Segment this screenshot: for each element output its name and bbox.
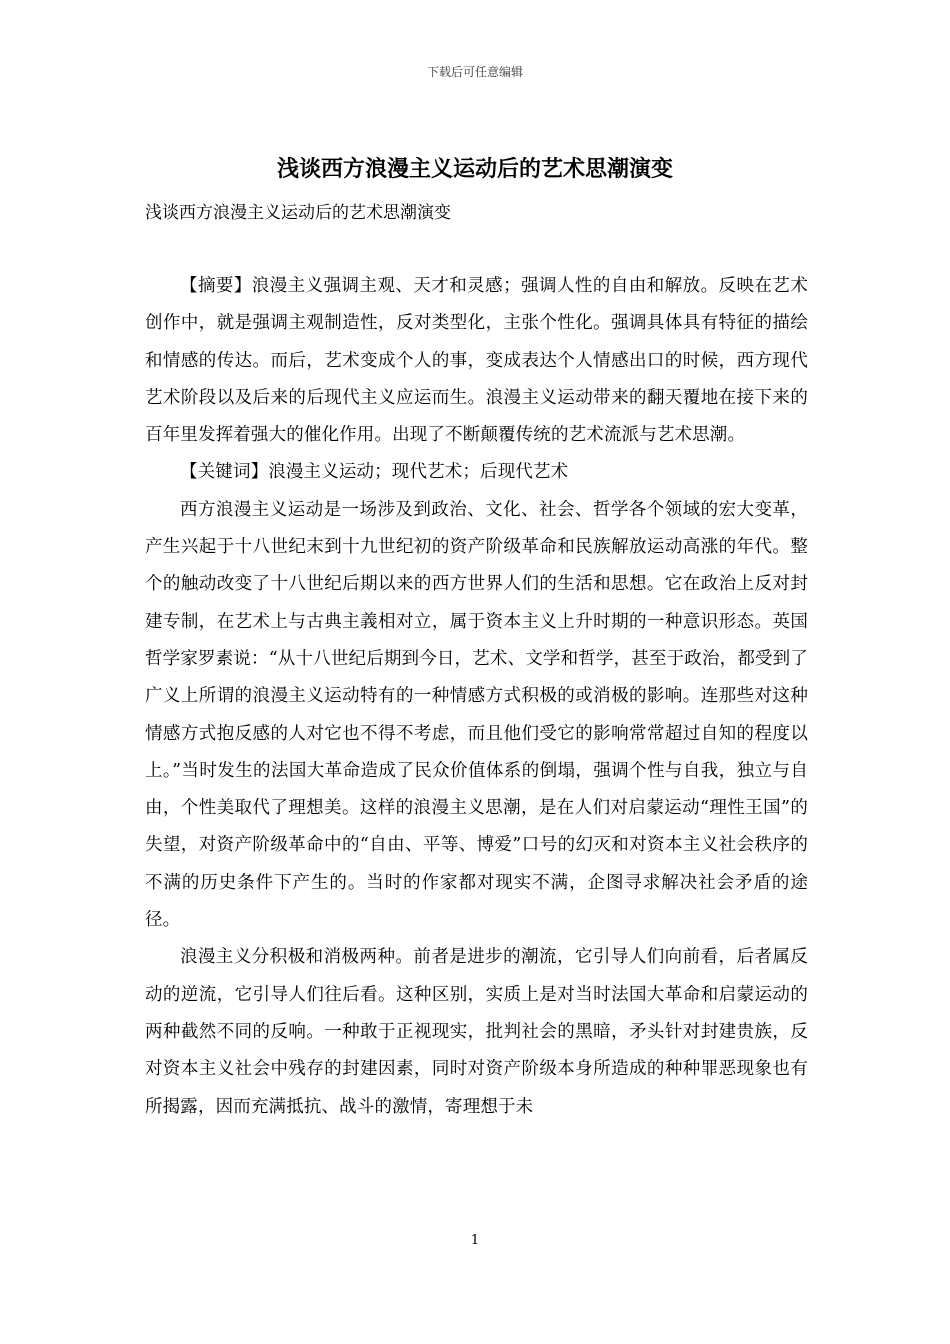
document-subtitle: 浅谈西方浪漫主义运动后的艺术思潮演变 xyxy=(145,203,451,223)
page-number: 1 xyxy=(470,1233,480,1248)
abstract-paragraph: 【摘要】浪漫主义强调主观、天才和灵感；强调人性的自由和解放。反映在艺术创作中，就是强调主观制造性，反对类型化，主张个性化。强调具体具有特征的描绘和情感的传达。而后，艺术变成个人的事，变成表达个人情感出口的时候，西方现代艺术阶段以及后来的后现代主义应运而生。浪漫主义运动带来的翻天覆地在接下来的百年里发挥着强大的催化作用。出现了不断颠覆传统的艺术流派与艺术思潮。 xyxy=(145,276,808,446)
body-paragraph: 西方浪漫主义运动是一场涉及到政治、文化、社会、哲学各个领域的宏大变革，产生兴起于十八世纪末到十九世纪初的资产阶级革命和民族解放运动高涨的年代。整个的触动改变了十八世纪后期以来的西方世界人们的生活和思想。它在政治上反对封建专制，在艺术上与古典主義相对立，属于资本主义上升时期的一种意识形态。英国哲学家罗素说：“从十八世纪后期到今日，艺术、文学和哲学，甚至于政治，都受到了广义上所谓的浪漫主义运动特有的一种情感方式积极的或消极的影响。连那些对这种情感方式抱反感的人对它也不得不考虑，而且他们受它的影响常常超过自知的程度以上。”当时发生的法国大革命造成了民众价值体系的倒塌，强调个性与自我，独立与自由，个性美取代了理想美。这样的浪漫主义思潮，是在人们对启蒙运动“理性王国”的失望，对资产阶级革命中的“自由、平等、博爱”口号的幻灭和对资本主义社会秩序的不满的历史条件下产生的。当时的作家都对现实不满，企图寻求解决社会矛盾的途径。 xyxy=(145,499,808,931)
keywords-paragraph: 【关键词】浪漫主义运动；现代艺术；后现代艺术 xyxy=(180,462,569,483)
body-paragraph: 浪漫主义分积极和消极两种。前者是进步的潮流，它引导人们向前看，后者属反动的逆流，它引导人们往后看。这种区别，实质上是对当时法国大革命和启蒙运动的两种截然不同的反响。一种敢于正视现实，批判社会的黑暗，矛头针对封建贵族，反对资本主义社会中残存的封建因素，同时对资产阶级本身所造成的种种罪恶现象也有所揭露，因而充满抵抗、战斗的激情，寄理想于未 xyxy=(145,947,808,1117)
header-note: 下载后可任意编辑 xyxy=(426,65,523,79)
document-body xyxy=(145,268,808,1126)
document-title: 浅谈西方浪漫主义运动后的艺术思潮演变 xyxy=(276,156,673,182)
